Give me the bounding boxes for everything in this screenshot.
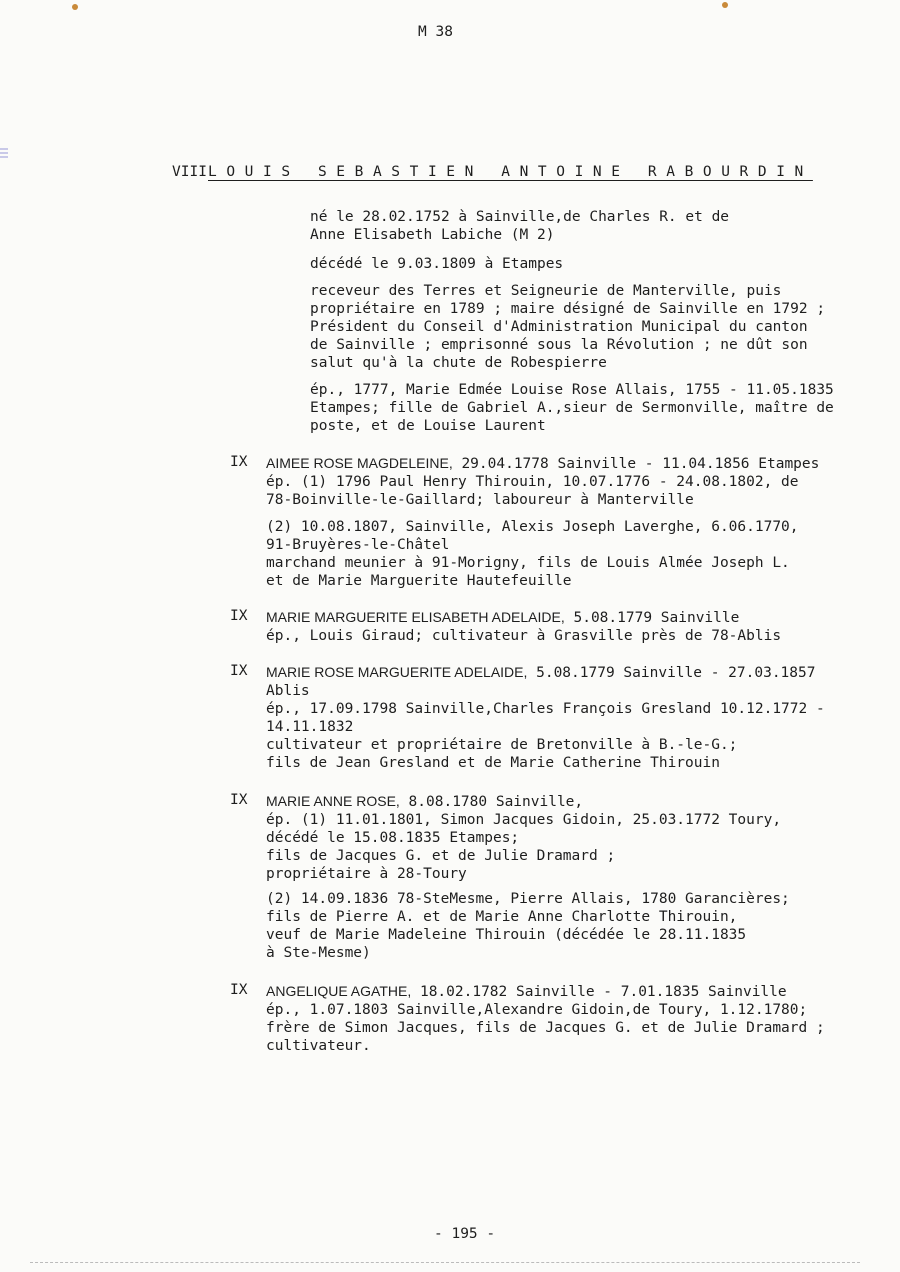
- text-line: Président du Conseil d'Administration Municipal du canton: [310, 319, 808, 335]
- text-line: ép., Louis Giraud; cultivateur à Grasville près de 78-Ablis: [266, 628, 782, 644]
- child-dates: 18.02.1782 Sainville - 7.01.1835 Sainville: [411, 984, 787, 1000]
- text-line: (2) 10.08.1807, Sainville, Alexis Joseph Laverghe, 6.06.1770,: [266, 519, 799, 535]
- page-number: - 195 -: [434, 1226, 496, 1242]
- text-line: Etampes; fille de Gabriel A.,sieur de Sermonville, maître de: [310, 400, 834, 416]
- scan-mark: [72, 4, 78, 10]
- child-generation: IX: [230, 982, 248, 998]
- text-line: 91-Bruyères-le-Châtel: [266, 537, 450, 553]
- text-line: Ablis: [266, 683, 310, 699]
- generation-label: VIII: [172, 164, 207, 180]
- child-dates: 5.08.1779 Sainville: [564, 610, 740, 626]
- child-dates: 5.08.1779 Sainville - 27.03.1857: [527, 665, 816, 681]
- child-generation: IX: [230, 792, 248, 808]
- text-line: salut qu'à la chute de Robespierre: [310, 355, 607, 371]
- child-name: MARIE MARGUERITE ELISABETH ADELAIDE,: [266, 609, 565, 625]
- text-line: fils de Jacques G. et de Julie Dramard ;: [266, 848, 616, 864]
- child-dates: 29.04.1778 Sainville - 11.04.1856 Etampes: [452, 456, 820, 472]
- text-line: décédé le 15.08.1835 Etampes;: [266, 830, 520, 846]
- text-line: cultivateur.: [266, 1038, 371, 1054]
- text-line: fils de Pierre A. et de Marie Anne Charlotte Thirouin,: [266, 909, 738, 925]
- text-line: Anne Elisabeth Labiche (M 2): [310, 227, 555, 243]
- marriage-block: [310, 381, 834, 435]
- text-line: ép., 1.07.1803 Sainville,Alexandre Gidoin,de Toury, 1.12.1780;: [266, 1002, 808, 1018]
- bottom-rule: [30, 1262, 860, 1263]
- text-line: 14.11.1832: [266, 719, 354, 735]
- text-line: décédé le 9.03.1809 à Etampes: [310, 256, 564, 272]
- person-title: LOUIS SEBASTIEN ANTOINE RABOURDIN: [208, 164, 813, 180]
- text-line: et de Marie Marguerite Hautefeuille: [266, 573, 572, 589]
- child-entry-continued: [266, 518, 799, 590]
- child-entry: [266, 982, 825, 1055]
- text-line: veuf de Marie Madeleine Thirouin (décédée le 28.11.1835: [266, 927, 747, 943]
- text-line: propriétaire en 1789 ; maire désigné de Sainville en 1792 ;: [310, 301, 826, 317]
- child-name: ANGELIQUE AGATHE,: [266, 983, 412, 999]
- page-code: M 38: [418, 24, 453, 40]
- career-block: [310, 282, 825, 372]
- edge-mark: [0, 152, 8, 154]
- child-entry: [266, 454, 819, 509]
- child-generation: IX: [230, 454, 248, 470]
- text-line: ép., 1777, Marie Edmée Louise Rose Allais, 1755 - 11.05.1835: [310, 382, 834, 398]
- text-line: fils de Jean Gresland et de Marie Catherine Thirouin: [266, 755, 720, 771]
- text-line: ép., 17.09.1798 Sainville,Charles François Gresland 10.12.1772 -: [266, 701, 825, 717]
- child-name: MARIE ROSE MARGUERITE ADELAIDE,: [266, 664, 528, 680]
- child-name: MARIE ANNE ROSE,: [266, 793, 400, 809]
- child-generation: IX: [230, 608, 248, 624]
- child-entry: [266, 608, 781, 645]
- text-line: cultivateur et propriétaire de Bretonville à B.-le-G.;: [266, 737, 738, 753]
- child-entry: [266, 792, 781, 883]
- child-name: AIMEE ROSE MAGDELEINE,: [266, 455, 453, 471]
- edge-mark: [0, 156, 8, 158]
- text-line: à Ste-Mesme): [266, 945, 371, 961]
- text-line: frère de Simon Jacques, fils de Jacques G. et de Julie Dramard ;: [266, 1020, 825, 1036]
- text-line: né le 28.02.1752 à Sainville,de Charles R. et de: [310, 209, 730, 225]
- text-line: 78-Boinville-le-Gaillard; laboureur à Manterville: [266, 492, 694, 508]
- child-generation: IX: [230, 663, 248, 679]
- child-dates: 8.08.1780 Sainville,: [399, 794, 584, 810]
- text-line: receveur des Terres et Seigneurie de Manterville, puis: [310, 283, 782, 299]
- child-entry: [266, 663, 825, 772]
- edge-mark: [0, 148, 8, 150]
- text-line: ép. (1) 11.01.1801, Simon Jacques Gidoin, 25.03.1772 Toury,: [266, 812, 782, 828]
- death-block: [310, 255, 563, 273]
- text-line: de Sainville ; emprisonné sous la Révolution ; ne dût son: [310, 337, 808, 353]
- text-line: propriétaire à 28-Toury: [266, 866, 467, 882]
- scan-mark: [722, 2, 728, 8]
- text-line: ép. (1) 1796 Paul Henry Thirouin, 10.07.1776 - 24.08.1802, de: [266, 474, 799, 490]
- text-line: poste, et de Louise Laurent: [310, 418, 546, 434]
- text-line: (2) 14.09.1836 78-SteMesme, Pierre Allais, 1780 Garancières;: [266, 891, 790, 907]
- child-entry-continued: [266, 890, 790, 962]
- birth-block: [310, 208, 729, 244]
- text-line: marchand meunier à 91-Morigny, fils de Louis Almée Joseph L.: [266, 555, 790, 571]
